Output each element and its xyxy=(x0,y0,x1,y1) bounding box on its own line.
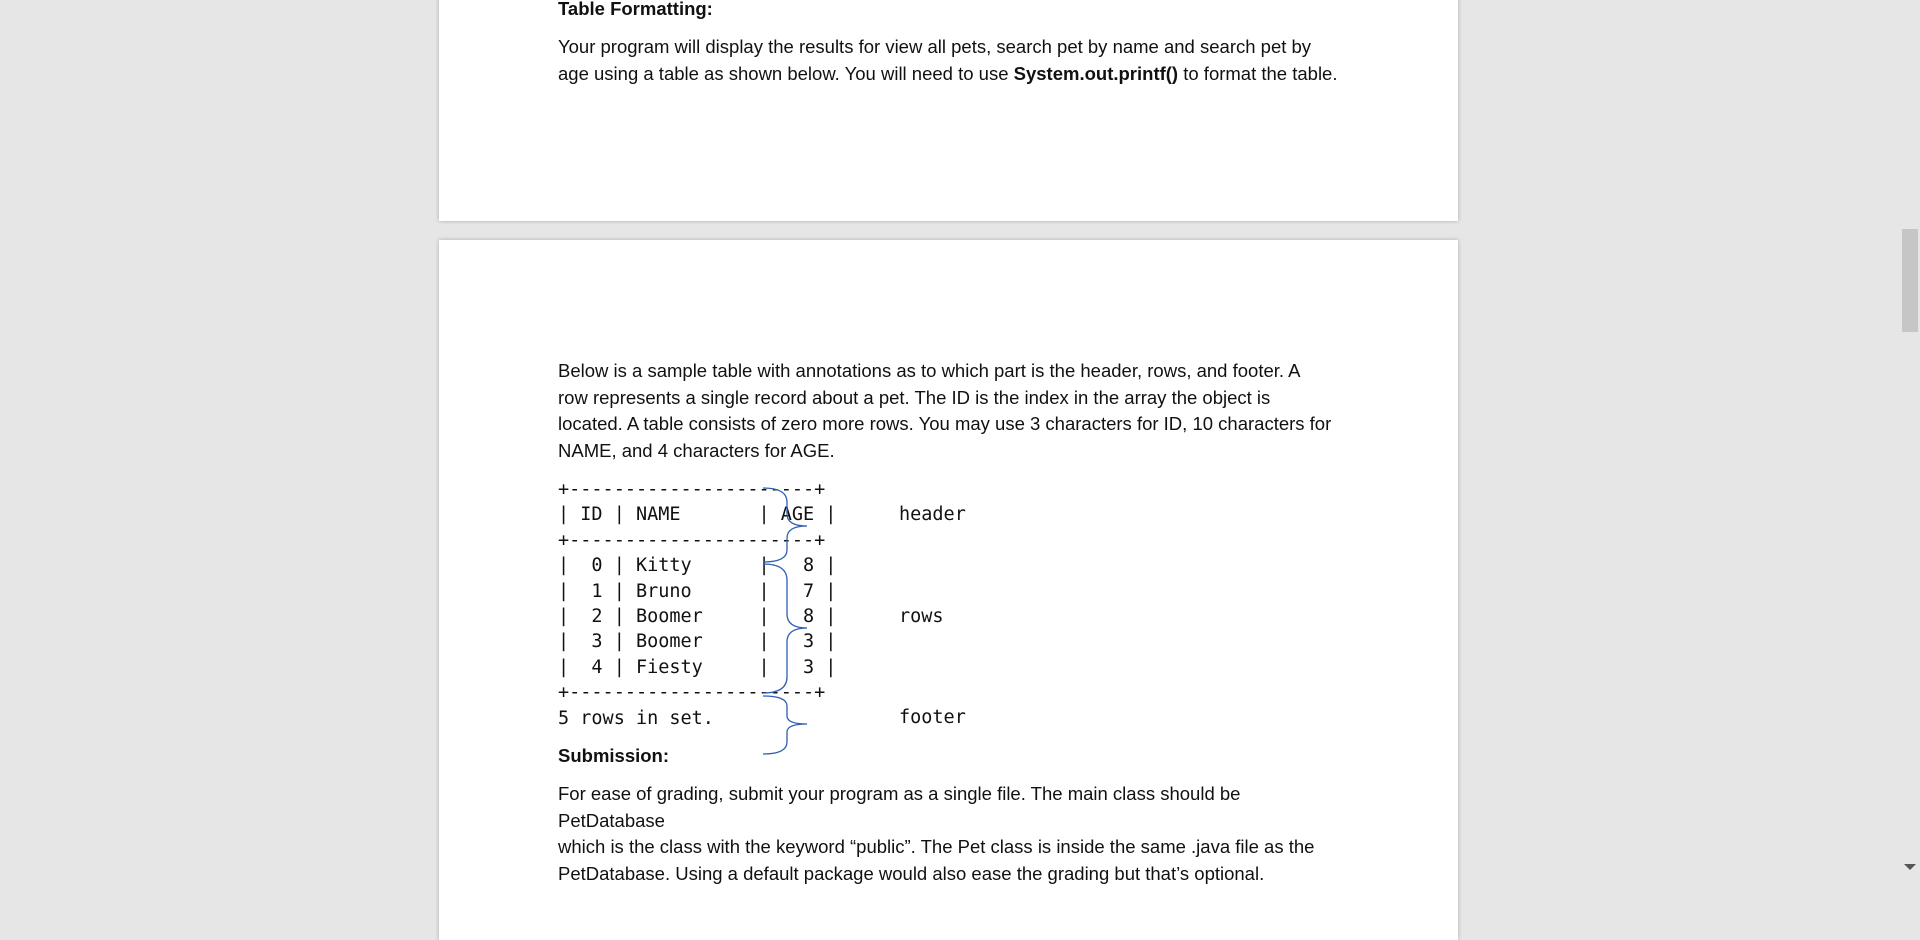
printf-code: System.out.printf() xyxy=(1013,62,1179,84)
vertical-scrollbar[interactable] xyxy=(1900,0,1920,872)
table-formatting-line-1: Your program will display the results for view all pets, search pet by name and search pet by xyxy=(558,36,1312,57)
description-line-1: Below is a sample table with annotations as to which part is the header, rows, and footer. A xyxy=(558,360,1301,381)
scroll-down-arrow-icon[interactable] xyxy=(1904,864,1916,870)
header-annotation: header xyxy=(899,504,966,525)
table-row: | 4 | Fiesty | 3 | xyxy=(558,656,837,678)
submission-heading: Submission: xyxy=(558,745,670,766)
brace-annotations xyxy=(757,484,817,784)
footer-annotation: footer xyxy=(899,707,966,728)
table-formatting-heading: Table Formatting: xyxy=(558,0,713,19)
rows-annotation: rows xyxy=(899,606,944,627)
document-page-2 xyxy=(439,240,1458,940)
table-row: | 1 | Bruno | 7 | xyxy=(558,580,837,602)
table-header-row: | ID | NAME | AGE | xyxy=(558,504,837,526)
document-page-1 xyxy=(439,0,1458,221)
submission-line-2: which is the class with the keyword “public”. The Pet class is inside the same .java file as the xyxy=(558,836,1315,857)
description-line-2: row represents a single record about a pet. The ID is the index in the array the object is xyxy=(558,386,1271,408)
table-border-bottom: +----------------------+ xyxy=(558,682,826,704)
table-row: | 0 | Kitty | 8 | xyxy=(558,555,837,577)
table-row: | 2 | Boomer | 8 | xyxy=(558,606,837,628)
rows-brace xyxy=(763,564,807,693)
table-border-top: +----------------------+ xyxy=(558,479,826,500)
description-line-3: located. A table consists of zero more rows. You may use 3 characters for ID, 10 characters for xyxy=(558,413,1332,434)
table-formatting-section xyxy=(558,0,1348,87)
header-brace xyxy=(763,488,807,562)
description-line-4: NAME, and 4 characters for AGE. xyxy=(558,439,835,461)
table-row: | 3 | Boomer | 3 | xyxy=(558,631,837,653)
submission-line-1: For ease of grading, submit your program as a single file. The main class should be PetDatabase xyxy=(558,783,1241,831)
table-formatting-line-2: age using a table as shown below. You will need to use System.out.printf() to format the table. xyxy=(558,62,1338,84)
submission-section xyxy=(558,745,1348,887)
sample-table-description xyxy=(558,358,1348,464)
submission-line-3: PetDatabase. Using a default package would also ease the grading but that’s optional. xyxy=(558,862,1265,884)
scrollbar-thumb[interactable] xyxy=(1902,229,1918,332)
table-border-mid: +----------------------+ xyxy=(558,529,826,551)
table-footer: 5 rows in set. xyxy=(558,707,714,729)
